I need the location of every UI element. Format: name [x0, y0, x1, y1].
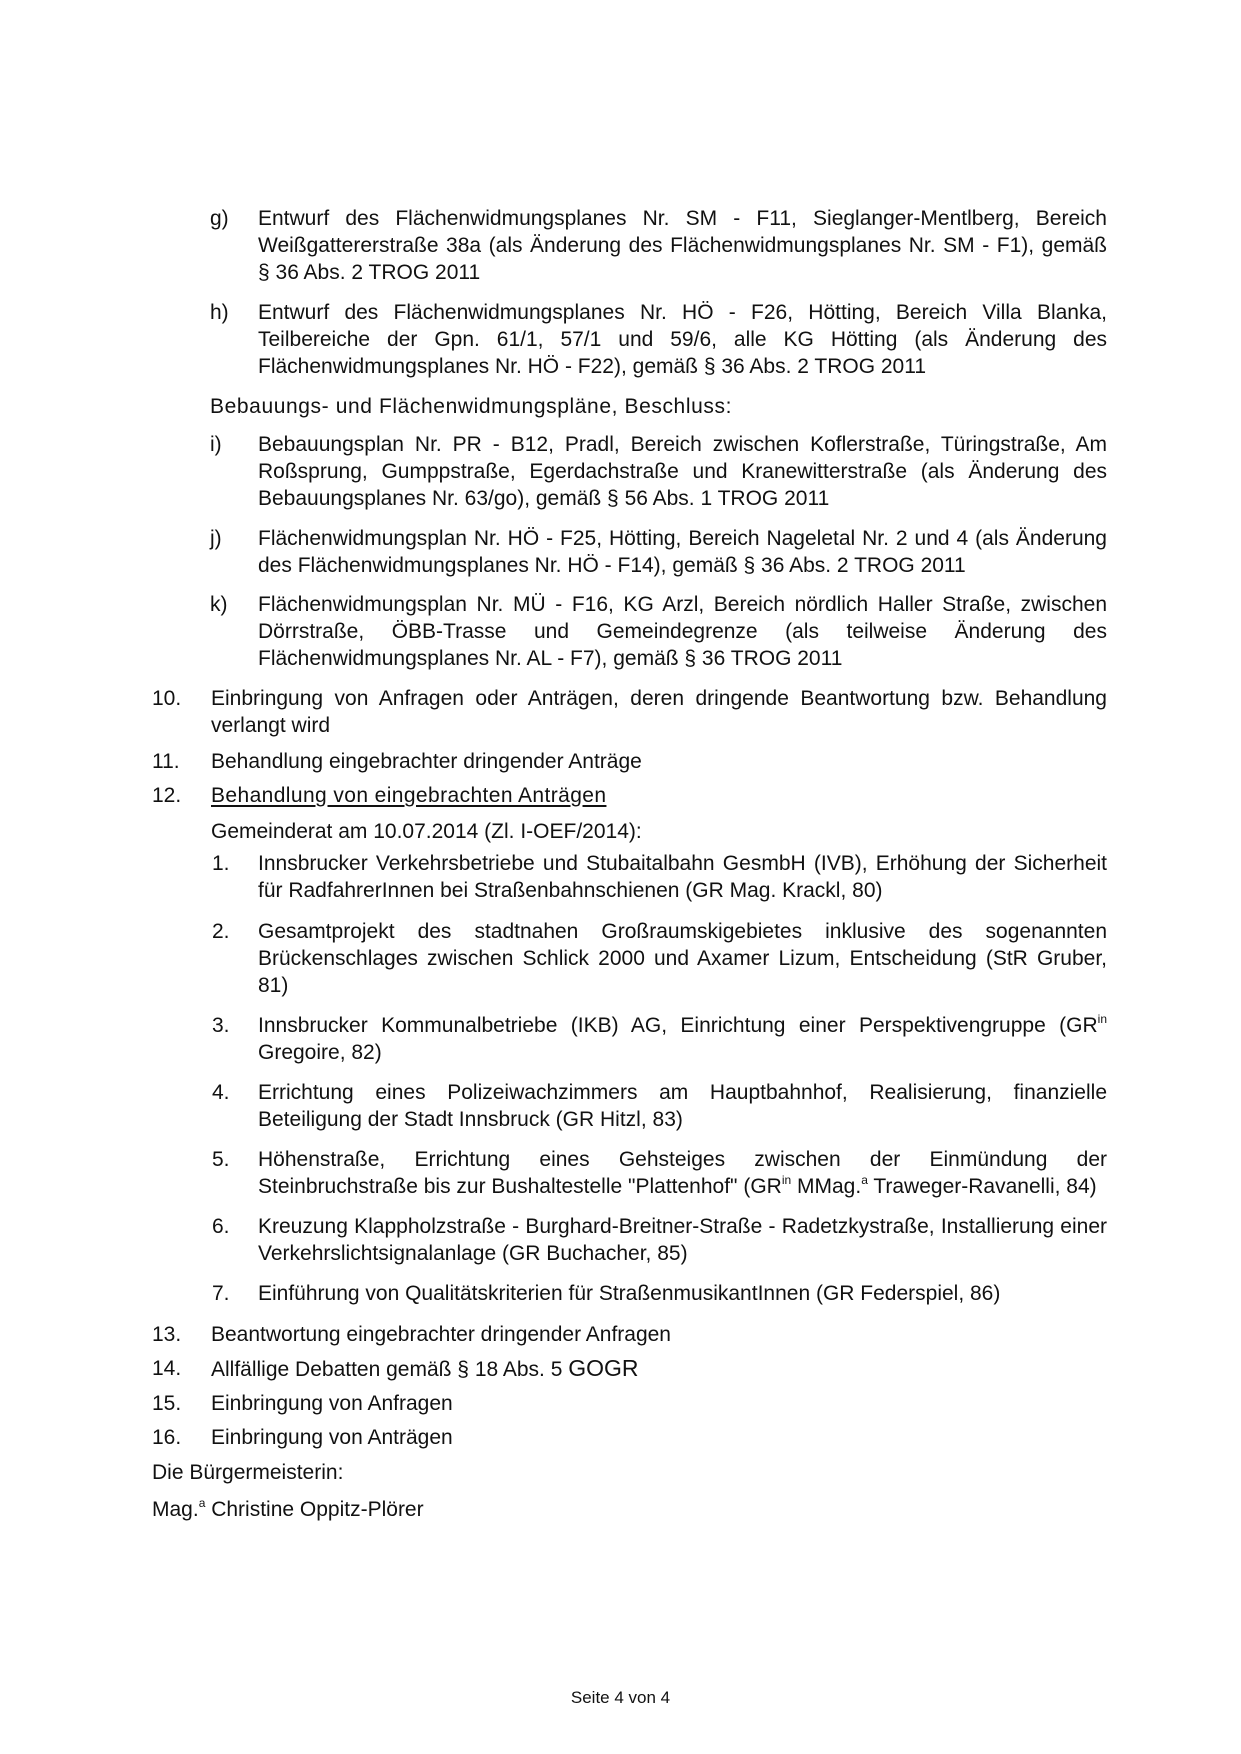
signature-name: Mag.$^a$ Christine Oppitz-Plörer	[152, 1496, 424, 1521]
item-text: Einbringung von Anträgen	[211, 1426, 453, 1449]
motion-text: Innsbrucker Verkehrsbetriebe und Stubaitalbahn GesmbH (IVB), Erhöhung der Sicherheit für RadfahrerInnen bei Straßenbahnschienen (GR Mag. Krackl, 80)	[258, 852, 1107, 902]
motion-text: Einführung von Qualitätskriterien für StraßenmusikantInnen (GR Federspiel, 86)	[258, 1282, 1001, 1305]
signature-role: Die Bürgermeisterin:	[152, 1461, 344, 1484]
subitem-text: Entwurf des Flächenwidmungsplanes Nr. HÖ - F26, Hötting, Bereich Villa Blanka, Teilbereiche der Gpn. 61/1, 57/1 und 59/6, alle KG Hötting (als Änderung des Flächenwidmungsplanes Nr. HÖ - F22), gemäß § 36 Abs. 2 TROG 2011	[258, 301, 1107, 378]
item-text: Behandlung eingebrachter dringender Anträge	[211, 750, 642, 773]
subitem-label: h)	[210, 301, 229, 324]
item-text: Einbringung von Anfragen oder Anträgen, deren dringende Beantwortung bzw. Behandlung verlangt wird	[211, 687, 1107, 737]
motion-number: 5.	[212, 1148, 230, 1171]
motion-number: 1.	[212, 852, 230, 875]
subitem-label: g)	[210, 207, 229, 230]
superscript: a	[198, 1496, 206, 1510]
item-number: 10.	[152, 687, 182, 710]
item-text: Einbringung von Anfragen	[211, 1392, 453, 1415]
motion-number: 2.	[212, 920, 230, 943]
gogr-abbrev: GOGR	[568, 1355, 639, 1381]
subitem-text: Bebauungsplan Nr. PR - B12, Pradl, Bereich zwischen Koflerstraße, Türingstraße, Am Roßsprung, Gumppstraße, Egerdachstraße und Kranewitterstraße (als Änderung des Bebauungsplanes Nr. 63/go), gemäß § 56 Abs. 1 TROG 2011	[258, 433, 1107, 510]
motion-text: Gesamtprojekt des stadtnahen Großraumskigebietes inklusive des sogenannten Brückenschlages zwischen Schlick 2000 und Axamer Lizum, Entscheidung (StR Gruber, 81)	[258, 920, 1107, 997]
item-text: Allfällige Debatten gemäß § 18 Abs. 5 GOGR	[211, 1355, 639, 1381]
subitem-label: k)	[210, 593, 228, 616]
motion-text: Errichtung eines Polizeiwachzimmers am Hauptbahnhof, Realisierung, finanzielle Beteiligung der Stadt Innsbruck (GR Hitzl, 83)	[258, 1081, 1107, 1131]
motion-number: 6.	[212, 1215, 230, 1238]
page-footer: Seite 4 von 4	[570, 1688, 671, 1707]
section-heading: Bebauungs- und Flächenwidmungspläne, Beschluss:	[210, 395, 733, 418]
subitem-text: Entwurf des Flächenwidmungsplanes Nr. SM - F11, Sieglanger-Mentlberg, Bereich Weißgattererstraße 38a (als Änderung des Flächenwidmungsplanes Nr. SM - F1), gemäß § 36 Abs. 2 TROG 2011	[258, 207, 1107, 284]
subitem-label: j)	[210, 527, 222, 550]
session-line: Gemeinderat am 10.07.2014 (Zl. I-OEF/2014):	[211, 820, 642, 843]
item-number: 11.	[152, 750, 180, 773]
subitem-label: i)	[210, 433, 222, 456]
item-number: 15.	[152, 1392, 182, 1415]
superscript: in	[781, 1173, 792, 1187]
superscript: a	[861, 1173, 868, 1187]
item-number: 16.	[152, 1426, 182, 1449]
subitem-text: Flächenwidmungsplan Nr. MÜ - F16, KG Arzl, Bereich nördlich Haller Straße, zwischen Dörrstraße, ÖBB-Trasse und Gemeindegrenze (als teilweise Änderung des Flächenwidmungsplanes Nr. AL - F7), gemäß § 36 TROG 2011	[258, 593, 1107, 670]
motion-number: 3.	[212, 1014, 230, 1037]
motion-text: Kreuzung Klappholzstraße - Burghard-Breitner-Straße - Radetzkystraße, Installierung einer Verkehrslichtsignalanlage (GR Buchacher, 85)	[258, 1215, 1107, 1265]
item-number: 14.	[152, 1357, 182, 1380]
item-text: Beantwortung eingebrachter dringender Anfragen	[211, 1323, 671, 1346]
motion-number: 7.	[212, 1282, 230, 1305]
motion-text: Höhenstraße, Errichtung eines Gehsteiges zwischen der Einmündung der Steinbruchstraße bis zur Bushaltestelle "Plattenhof" ($GR^{in}$ MMag.$^a$ Traweger-Ravanelli, 84)	[258, 1148, 1107, 1198]
motion-number: 4.	[212, 1081, 230, 1104]
superscript: in	[1097, 1012, 1107, 1026]
item-number: 12.	[152, 784, 182, 807]
item-number: 13.	[152, 1323, 182, 1346]
motion-text: Innsbrucker Kommunalbetriebe (IKB) AG, Einrichtung einer Perspektivengruppe ($GR^{in}$ Gregoire, 82)	[258, 1012, 1107, 1064]
subitem-text: Flächenwidmungsplan Nr. HÖ - F25, Hötting, Bereich Nageletal Nr. 2 und 4 (als Änderung des Flächenwidmungsplanes Nr. HÖ - F14), gemäß § 36 Abs. 2 TROG 2011	[258, 527, 1107, 577]
item-text-underlined: Behandlung von eingebrachten Anträgen	[211, 784, 607, 807]
